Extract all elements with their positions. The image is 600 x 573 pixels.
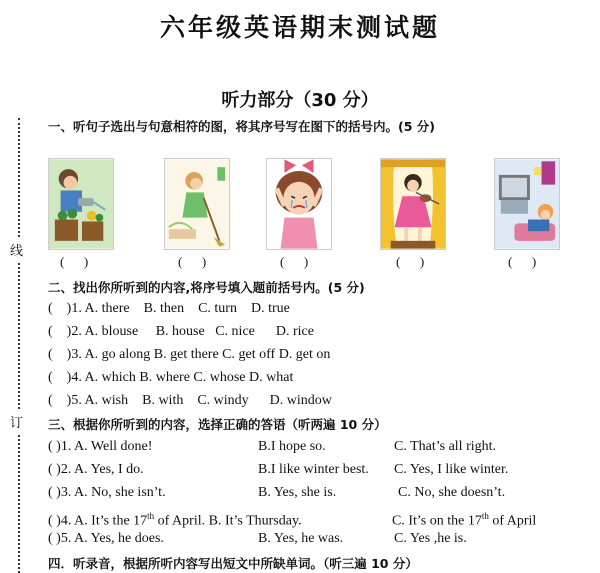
section2-heading: 二、找出你所听到的内容,将序号填入题前括号内。(5 分) bbox=[48, 280, 365, 295]
section3-item-4-ab bbox=[48, 507, 302, 531]
section3-item-3-a: ( )3. A. No, she isn’t. bbox=[48, 485, 166, 500]
picture4-answer-paren[interactable]: ( ) bbox=[396, 254, 425, 269]
binding-dotted-line bbox=[18, 118, 20, 573]
crying-girl-picture bbox=[266, 158, 332, 250]
section3-item-1-b: B.I hope so. bbox=[258, 439, 326, 454]
boy-watching-tv-picture bbox=[494, 158, 560, 250]
section3-item-5-b: B. Yes, he was. bbox=[258, 531, 344, 546]
item4-c-suffix: of April bbox=[488, 513, 537, 529]
section3-item-5-c: C. Yes ,he is. bbox=[394, 531, 467, 546]
picture3-answer-paren[interactable]: ( ) bbox=[280, 254, 309, 269]
listening-section-title: 听力部分（30 分） bbox=[221, 90, 379, 111]
margin-line-char: 线 bbox=[10, 238, 23, 261]
item4-mid: of April. B. It’s Thursday. bbox=[154, 513, 302, 529]
exam-title: 六年级英语期末测试题 bbox=[159, 13, 440, 42]
margin-bind-char: 订 bbox=[10, 410, 23, 433]
section2-item-3: ( )3. A. go along B. get there C. get off D. get on bbox=[48, 347, 331, 362]
girl-sweeping-floor-picture bbox=[164, 158, 230, 250]
section3-item-5-a: ( )5. A. Yes, he does. bbox=[48, 531, 164, 546]
picture1-answer-paren[interactable]: ( ) bbox=[60, 254, 89, 269]
section3-item-2-c: C. Yes, I like winter. bbox=[394, 462, 509, 477]
section3-item-3-b: B. Yes, she is. bbox=[258, 485, 337, 500]
section3-item-2-b: B.I like winter best. bbox=[258, 462, 369, 477]
section3-item-1-c: C. That’s all right. bbox=[394, 439, 497, 454]
section4-heading: 四．听录音，根据所听内容写出短文中所缺单词。（听三遍 10 分） bbox=[48, 556, 418, 571]
item4-c-prefix: C. It’s on the 17 bbox=[392, 513, 482, 529]
section2-item-4: ( )4. A. which B. where C. whose D. what bbox=[48, 370, 294, 385]
picture2-answer-paren[interactable]: ( ) bbox=[178, 254, 207, 269]
item4-prefix: ( )4. A. It’s the 17 bbox=[48, 513, 148, 529]
section2-item-5: ( )5. A. wish B. with C. windy D. window bbox=[48, 393, 332, 408]
picture5-answer-paren[interactable]: ( ) bbox=[508, 254, 537, 269]
section2-item-1: ( )1. A. there B. then C. turn D. true bbox=[48, 301, 290, 316]
item4-sup-a: th bbox=[147, 511, 155, 521]
section3-item-2-a: ( )2. A. Yes, I do. bbox=[48, 462, 144, 477]
section3-heading: 三、根据你所听到的内容，选择正确的答语（听两遍 10 分） bbox=[48, 417, 387, 432]
section1-heading: 一、听句子选出与句意相符的图，将其序号写在图下的括号内。(5 分) bbox=[48, 119, 435, 134]
section3-item-3-c: C. No, she doesn’t. bbox=[398, 485, 506, 500]
boy-watering-flowers-picture bbox=[48, 158, 114, 250]
section3-item-4-c bbox=[392, 507, 536, 531]
girl-playing-violin-picture bbox=[380, 158, 446, 250]
section3-item-1-a: ( )1. A. Well done! bbox=[48, 439, 153, 454]
section2-item-2: ( )2. A. blouse B. house C. nice D. rice bbox=[48, 324, 314, 339]
item4-sup-c: th bbox=[481, 511, 489, 521]
